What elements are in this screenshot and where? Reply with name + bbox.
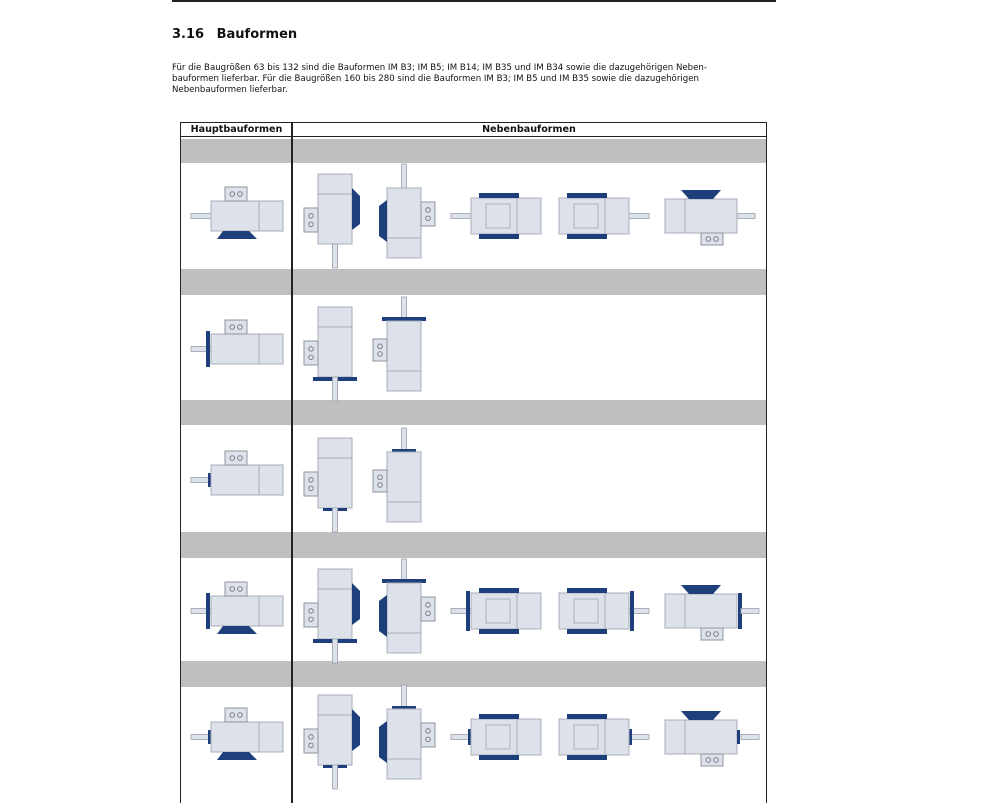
secondary-mounting-drawing xyxy=(665,711,759,766)
motor-feet xyxy=(479,193,519,198)
motor-shaft xyxy=(402,685,407,709)
motor-shaft xyxy=(629,214,649,219)
secondary-mounting-drawing xyxy=(304,569,360,663)
terminal-box xyxy=(304,603,318,627)
terminal-box xyxy=(421,723,435,747)
motor-feet xyxy=(479,234,519,239)
intro-line-1: Für die Baugrößen 63 bis 132 sind die Bauformen IM B3; IM B5; IM B14; IM B35 und IM B34 sowie die dazugehörigen Neben- xyxy=(172,63,707,73)
main-mounting-drawing xyxy=(191,451,283,495)
terminal-box xyxy=(225,708,247,722)
motor-shaft xyxy=(333,377,338,401)
motor-feet xyxy=(479,755,519,760)
motor-feet xyxy=(681,190,721,199)
main-mounting-drawing xyxy=(191,187,283,239)
secondary-mounting-drawing xyxy=(379,685,435,779)
header-secondary-forms: Nebenbauformen xyxy=(292,123,766,137)
motor-feet xyxy=(217,752,257,760)
secondary-mounting-drawing xyxy=(304,438,352,532)
motor-feet xyxy=(479,629,519,634)
motor-shaft xyxy=(333,639,338,663)
motor-housing xyxy=(665,720,737,754)
motor-housing xyxy=(471,719,541,755)
intro-line-2: bauformen lieferbar. Für die Baugrößen 160 bis 280 sind die Bauformen IM B3; IM B5 und IM B35 sowie die dazugehörigen xyxy=(172,74,699,84)
intro-paragraph xyxy=(172,63,782,96)
motor-housing xyxy=(211,465,283,495)
motor-feet xyxy=(352,188,360,230)
motor-shaft xyxy=(333,765,338,789)
terminal-box xyxy=(225,187,247,201)
terminal-box xyxy=(701,754,723,766)
motor-shaft xyxy=(451,214,471,219)
secondary-mounting-drawing xyxy=(451,193,541,239)
flange xyxy=(630,591,634,631)
motor-shaft xyxy=(333,508,338,532)
motor-shaft xyxy=(333,244,338,268)
section-heading xyxy=(172,27,297,42)
motor-drawings xyxy=(181,123,766,803)
motor-feet xyxy=(379,200,387,242)
secondary-mounting-drawing xyxy=(559,588,649,634)
motor-feet xyxy=(479,714,519,719)
motor-housing xyxy=(318,438,352,508)
terminal-box xyxy=(701,233,723,245)
motor-housing xyxy=(559,198,629,234)
secondary-mounting-drawing xyxy=(304,307,357,401)
secondary-mounting-drawing xyxy=(373,297,426,391)
motor-feet xyxy=(352,583,360,625)
motor-feet xyxy=(567,588,607,593)
secondary-mounting-drawing xyxy=(379,559,435,653)
motor-feet xyxy=(567,629,607,634)
main-mounting-drawing xyxy=(191,320,283,367)
motor-feet xyxy=(479,588,519,593)
secondary-mounting-drawing xyxy=(379,164,435,258)
secondary-mounting-drawing xyxy=(559,193,649,239)
motor-feet xyxy=(217,626,257,634)
motor-feet xyxy=(681,711,721,720)
flange xyxy=(206,593,210,629)
motor-feet xyxy=(217,231,257,239)
motor-housing xyxy=(211,334,283,364)
motor-shaft xyxy=(741,735,759,740)
terminal-box xyxy=(304,729,318,753)
motor-shaft xyxy=(741,609,759,614)
motor-feet xyxy=(379,595,387,637)
secondary-mounting-drawing xyxy=(304,695,360,789)
motor-housing xyxy=(559,719,629,755)
main-mounting-drawing xyxy=(191,582,283,634)
flange xyxy=(382,579,426,583)
motor-feet xyxy=(681,585,721,594)
terminal-box xyxy=(421,597,435,621)
terminal-box xyxy=(373,470,387,492)
motor-housing xyxy=(318,174,352,244)
motor-housing xyxy=(665,594,737,628)
secondary-mounting-drawing xyxy=(559,714,649,760)
secondary-mounting-drawing xyxy=(665,190,755,245)
flange xyxy=(382,317,426,321)
terminal-box xyxy=(225,451,247,465)
motor-shaft xyxy=(402,164,407,188)
terminal-box xyxy=(225,320,247,334)
motor-housing xyxy=(387,321,421,391)
main-mounting-drawing xyxy=(191,708,283,760)
terminal-box xyxy=(304,341,318,365)
motor-housing xyxy=(387,188,421,258)
motor-housing xyxy=(559,593,629,629)
terminal-box xyxy=(225,582,247,596)
secondary-mounting-drawing xyxy=(451,714,541,760)
terminal-box xyxy=(701,628,723,640)
section-number: 3.16 xyxy=(172,27,205,42)
motor-housing xyxy=(211,596,283,626)
motor-housing xyxy=(387,583,421,653)
motor-feet xyxy=(567,714,607,719)
motor-feet xyxy=(567,193,607,198)
motor-housing xyxy=(471,198,541,234)
motor-housing xyxy=(318,695,352,765)
motor-feet xyxy=(567,234,607,239)
motor-housing xyxy=(665,199,737,233)
header-main-forms: Hauptbauformen xyxy=(181,123,292,137)
terminal-box xyxy=(304,208,318,232)
secondary-mounting-drawing xyxy=(373,428,421,522)
flange xyxy=(466,591,470,631)
motor-shaft xyxy=(737,214,755,219)
terminal-box xyxy=(421,202,435,226)
section-title: Bauformen xyxy=(216,27,298,42)
motor-housing xyxy=(387,709,421,779)
mounting-table xyxy=(180,122,767,803)
motor-feet xyxy=(379,721,387,763)
top-rule xyxy=(172,0,776,2)
motor-housing xyxy=(211,201,283,231)
motor-housing xyxy=(211,722,283,752)
secondary-mounting-drawing xyxy=(451,588,541,634)
motor-housing xyxy=(387,452,421,522)
motor-shaft xyxy=(191,214,213,219)
motor-housing xyxy=(471,593,541,629)
intro-line-3: Nebenbauformen lieferbar. xyxy=(172,85,288,95)
motor-feet xyxy=(567,755,607,760)
flange xyxy=(737,730,740,744)
motor-housing xyxy=(318,569,352,639)
secondary-mounting-drawing xyxy=(304,174,360,268)
motor-shaft xyxy=(402,428,407,452)
secondary-mounting-drawing xyxy=(665,585,759,640)
motor-housing xyxy=(318,307,352,377)
flange xyxy=(206,331,210,367)
terminal-box xyxy=(304,472,318,496)
motor-feet xyxy=(352,709,360,751)
terminal-box xyxy=(373,339,387,361)
